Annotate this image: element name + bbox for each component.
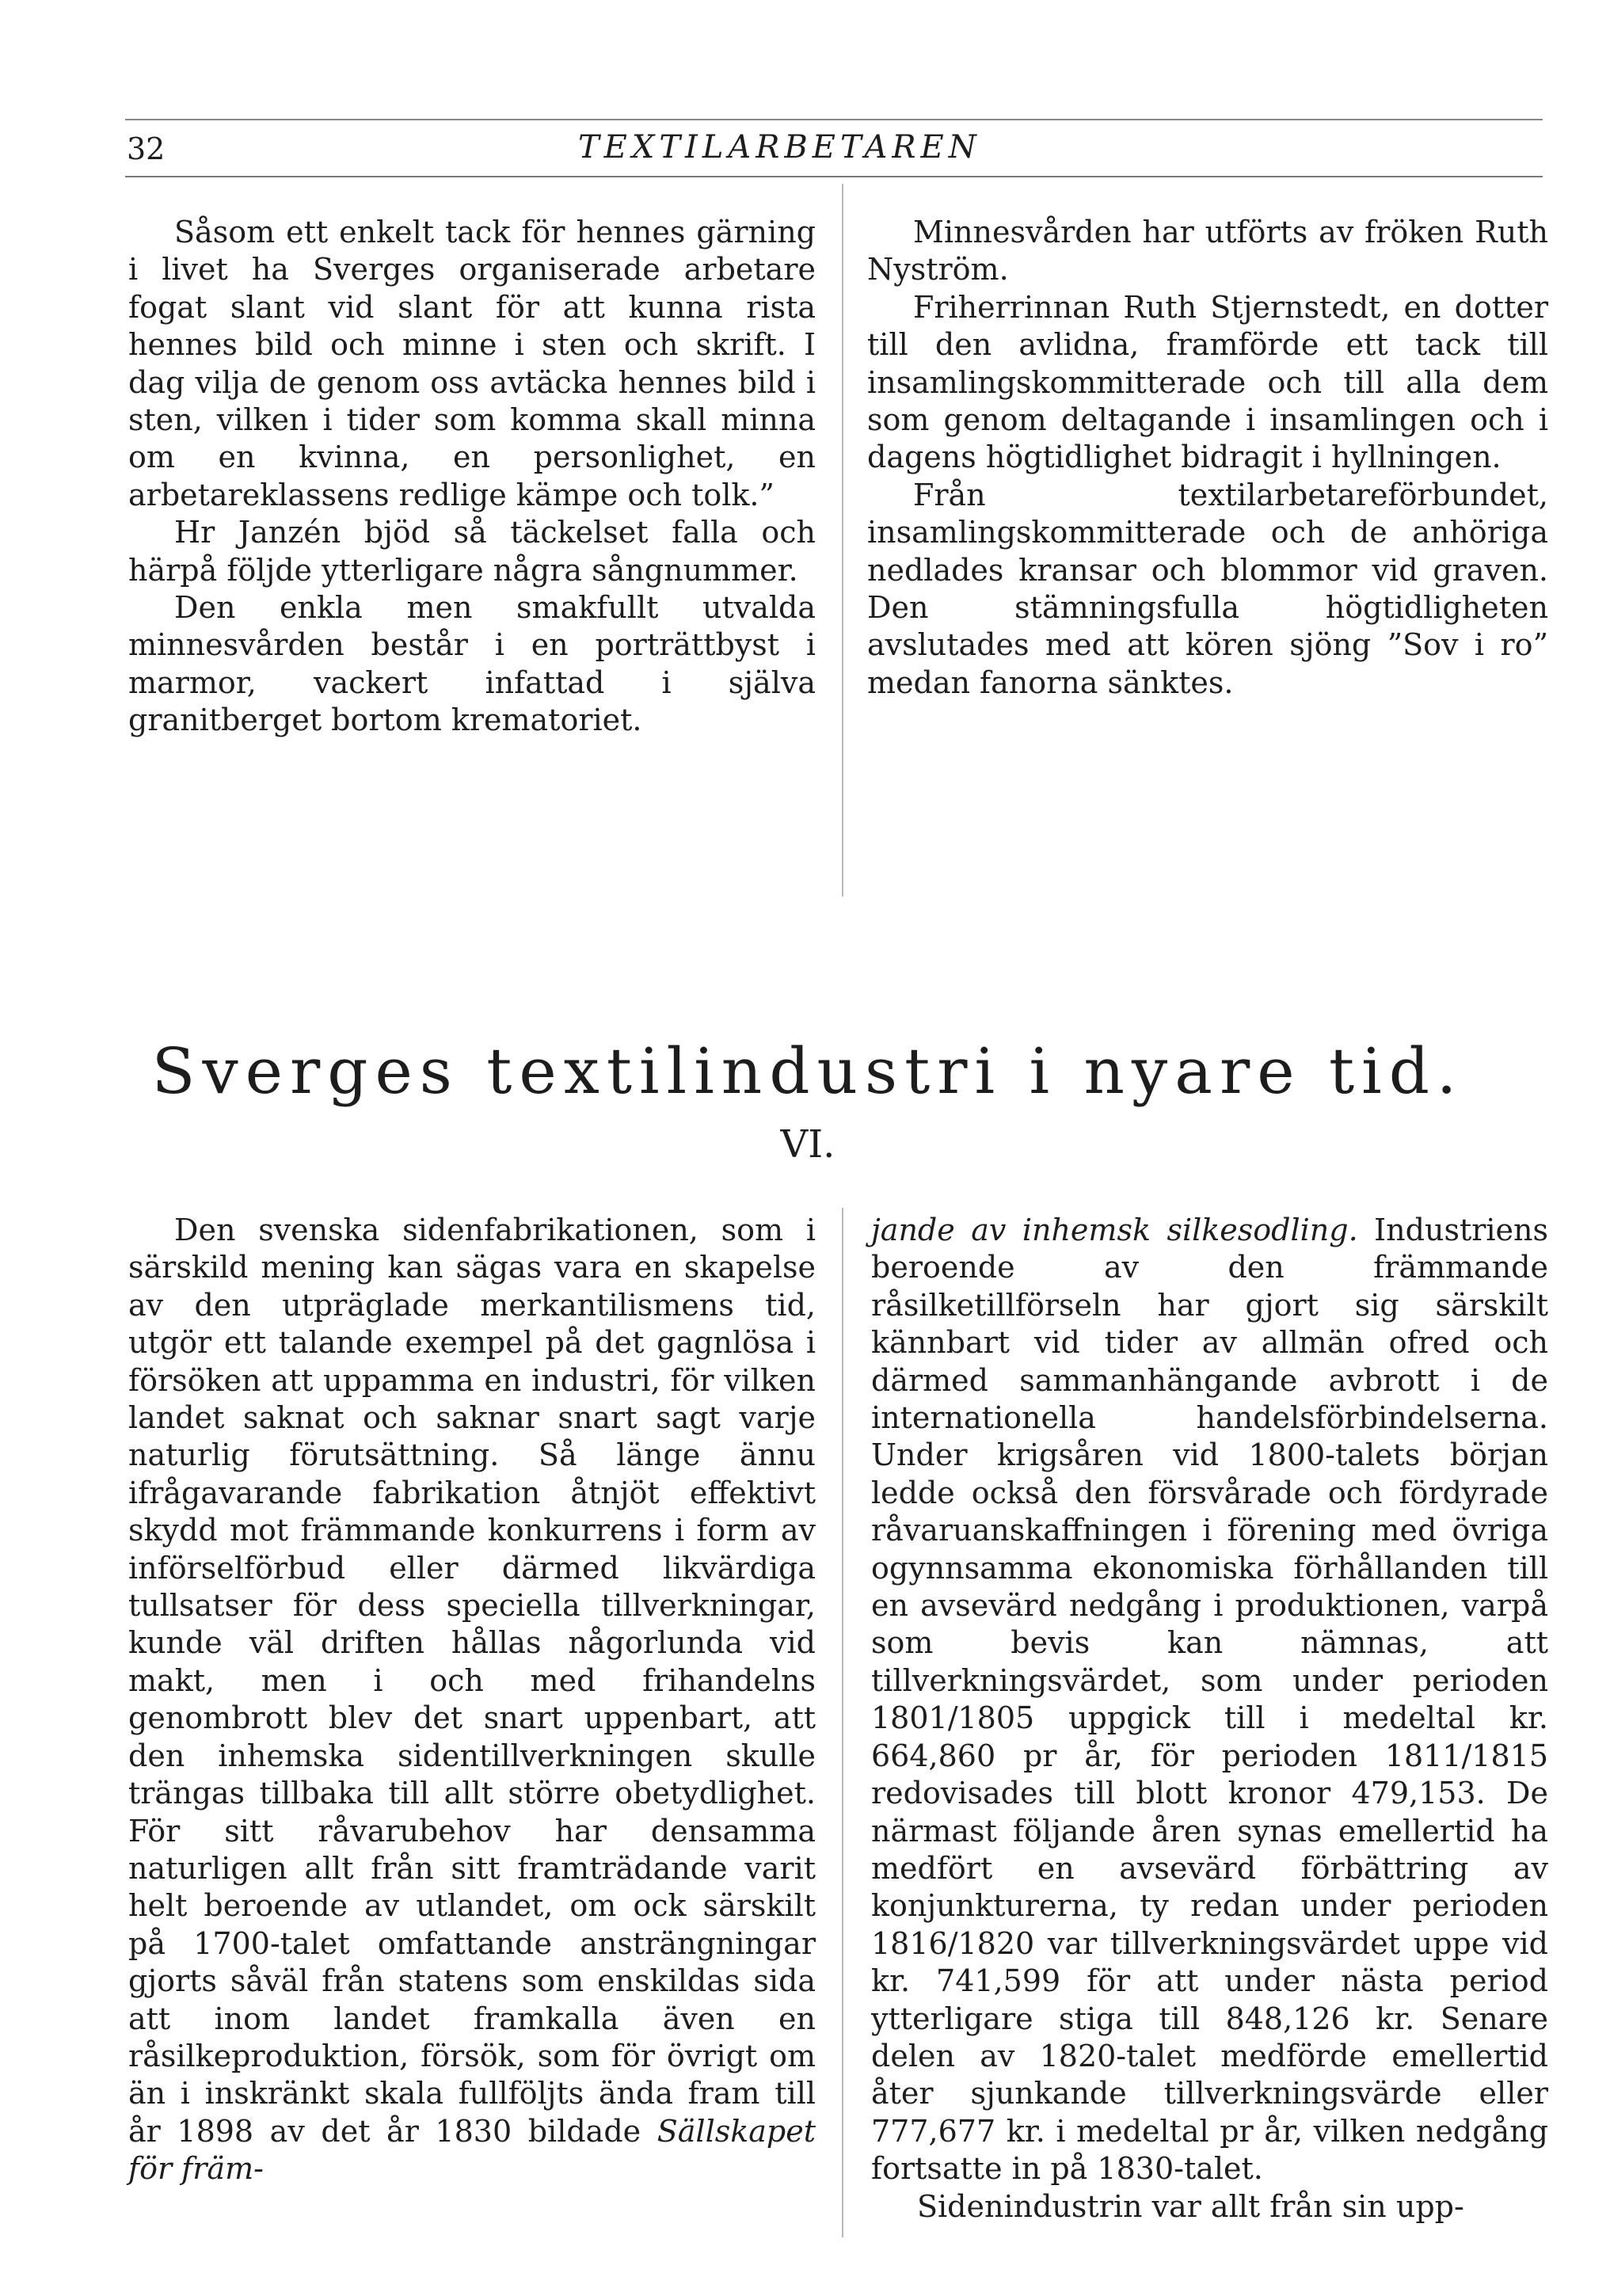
paragraph: Minnesvården har utförts av fröken Ruth Nyström. bbox=[867, 215, 1548, 287]
paragraph: Såsom ett enkelt tack för hennes gärning i livet ha Sverges organiserade arbetare fogat slant vid slant för att kunna rista hennes bild och minne i sten och skrift. I dag vilja de genom oss avtäcka hennes bild i sten, vilken i tider som komma skall minna om en kvinna, en personlighet, en arbetareklassens redlige kämpe och tolk.” bbox=[128, 215, 816, 512]
paragraph: Friherrinnan Ruth Stjernstedt, en dotter till den avlidna, framförde ett tack till insamlingskommitterade och till alla dem som genom deltagande i insamlingen och i dagens högtidlighet bidragit i hyllningen. bbox=[867, 289, 1548, 475]
bottom-right-column bbox=[871, 1212, 1548, 2226]
paragraph-text: Industriens beroende av den främmande råsilketillförseln har gjort sig särskilt kännbart vid tider av allmän ofred och därmed sammanhängande avbrott i de internationella handelsförbindelserna. Under krigsåren vid 1800-talets början ledde också den försvårade och fördyrade råvaruanskaffningen i förening med övriga ogynnsamma ekonomiska förhållanden till en avsevärd nedgång i produktionen, varpå som bevis kan nämnas, att tillverkningsvärdet, som under perioden 1801/1805 uppgick till i medeltal kr. 664,860 pr år, för perioden 1811/1815 redovisades till blott kronor 479,153. De närmast följande åren synas emellertid ha medfört en avsevärd förbättring av konjunkturerna, ty redan under perioden 1816/1820 var tillverkningsvärdet uppe vid kr. 741,599 för att under nästa period ytterligare stiga till 848,126 kr. Senare delen av 1820-talet medförde emellertid åter sjunkande tillverkningsvärde eller 777,677 kr. i medeltal pr år, vilken nedgång fortsatte in på 1830-talet. bbox=[871, 1213, 1548, 2187]
paragraph-text: Den svenska sidenfabrikationen, som i särskild mening kan sägas vara en skapelse av den utpräglade merkantilismens tid, utgör ett talande exempel på det gagnlösa i försöken att uppamma en industri, för vilken landet saknat och saknar snart sagt varje naturlig förutsättning. Så länge ännu ifrågavarande fabrikation åtnjöt effektivt skydd mot främmande konkurrens i form av införselförbud eller därmed likvärdiga tullsatser för dess speciella tillverkningar, kunde väl driften hållas någorlunda vid makt, men i och med frihandelns genombrott blev det snart uppenbart, att den inhemska sidentillverkningen skulle trängas tillbaka till allt större obetydlighet. För sitt råvarubehov har densamma naturligen allt från sitt framträdande varit helt beroende av utlandet, om ock särskilt på 1700-talet omfattande ansträngningar gjorts såväl från statens som enskildas sida att inom landet framkalla även en råsilkeproduktion, försök, som för övrigt om än i inskränkt skala fullföljts ända fram till år 1898 av det år 1830 bildade bbox=[128, 1213, 816, 2149]
top-right-column bbox=[867, 214, 1548, 702]
paragraph: Hr Janzén bjöd så täckelset falla och härpå följde ytterligare några sångnummer. bbox=[128, 515, 816, 588]
header-rule-top bbox=[125, 119, 1543, 120]
italic-text: Sällskapet för främ- bbox=[128, 2113, 816, 2187]
paragraph bbox=[871, 1212, 1548, 2188]
page-number: 32 bbox=[127, 131, 166, 166]
paragraph: Den enkla men smakfullt utvalda minnesvården består i en porträttbyst i marmor, vackert infattad i själva granitberget bortom krematoriet. bbox=[128, 590, 816, 738]
running-title: TEXTILARBETAREN bbox=[578, 129, 981, 166]
article-title: Sverges textilindustri i nyare tid. bbox=[151, 1034, 1464, 1108]
paragraph: Från textilarbetareförbundet, insamlingskommitterade och de anhöriga nedlades kransar och blommor vid graven. Den stämningsfulla högtidligheten avslutades med att kören sjöng ”Sov i ro” medan fanorna sänktes. bbox=[867, 477, 1548, 700]
top-left-column bbox=[128, 214, 816, 740]
column-divider-top bbox=[842, 184, 843, 897]
bottom-left-column bbox=[128, 1212, 816, 2188]
article-part-number: VI. bbox=[780, 1122, 835, 1167]
paragraph: Sidenindustrin var allt från sin upp- bbox=[917, 2188, 1464, 2224]
column-divider-bottom bbox=[842, 1208, 843, 2237]
paragraph bbox=[128, 1212, 816, 2188]
header-rule-bottom bbox=[125, 176, 1543, 177]
italic-text: jande av inhemsk silkesodling. bbox=[871, 1213, 1358, 1247]
